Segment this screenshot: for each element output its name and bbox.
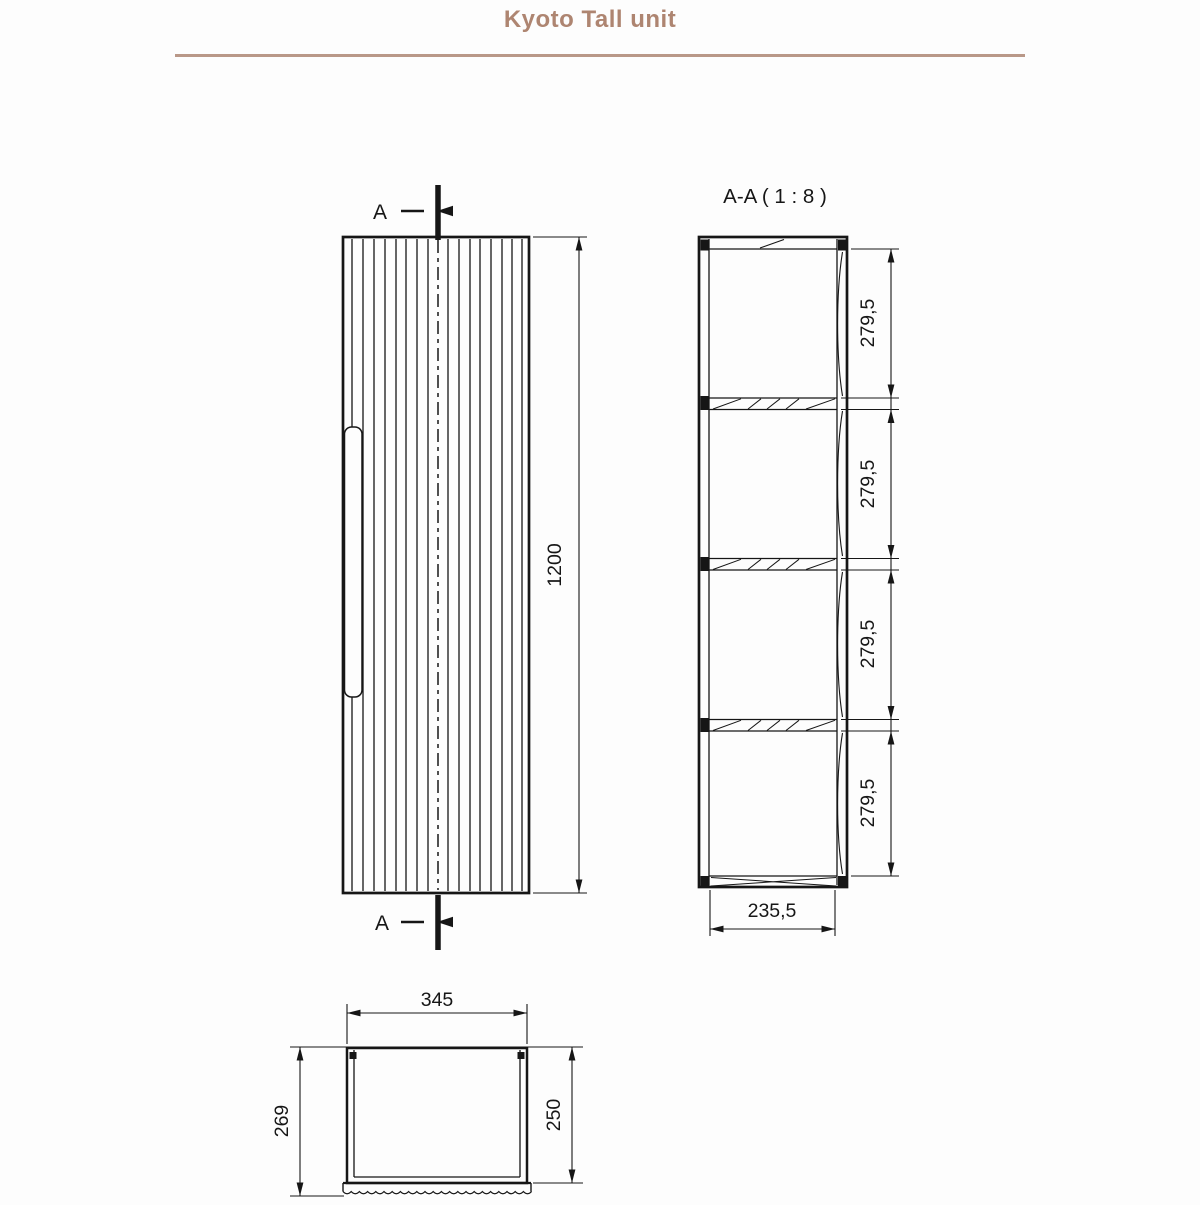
dim-compartment-2-label: 279,5: [857, 459, 879, 509]
section-shelf-2: [709, 559, 837, 571]
dim-depth-overall-label: 269: [271, 1104, 293, 1138]
dim-height-label: 1200: [544, 543, 566, 587]
section-bottom-panel: [709, 876, 837, 886]
plan-view: [290, 1004, 583, 1196]
front-handle: [345, 427, 363, 697]
section-label-top: A: [372, 201, 388, 224]
section-shelf-3: [709, 720, 837, 732]
plan-door-scallops: [343, 1192, 532, 1194]
plan-door-edge: [343, 1183, 532, 1194]
page-title: Kyoto Tall unit: [503, 6, 677, 33]
plan-outline: [347, 1048, 527, 1183]
dim-compartment-4-label: 279,5: [857, 778, 879, 828]
section-label-bottom: A: [374, 912, 390, 935]
dim-width-label: 345: [420, 989, 454, 1011]
dim-depth-overall: [290, 1047, 344, 1196]
dim-compartment-3-label: 279,5: [857, 619, 879, 669]
section-outline: [699, 237, 847, 887]
front-flute-lines: [352, 239, 522, 891]
front-outline: [343, 237, 529, 893]
section-door-flute-waves: [838, 252, 843, 874]
section-shelf-1: [709, 398, 837, 410]
section-top-grain-mark: [760, 240, 784, 249]
dim-depth-body-label: 250: [543, 1098, 565, 1132]
dim-inner-depth-label: 235,5: [747, 900, 797, 922]
dim-compartment-1-label: 279,5: [857, 298, 879, 348]
title-rule: [175, 54, 1025, 57]
section-view-title: A-A ( 1 : 8 ): [723, 185, 827, 208]
plan-mount-brackets: [350, 1052, 525, 1059]
